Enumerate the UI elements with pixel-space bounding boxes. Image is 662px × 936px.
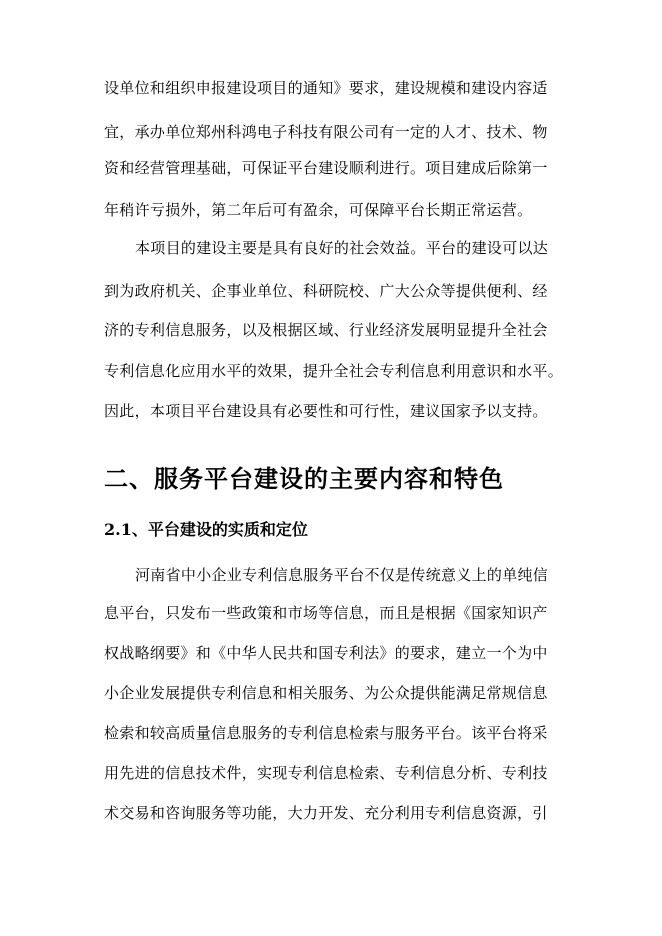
paragraph-2-line-1: 本项目的建设主要是具有良好的社会效益。平台的建设可以达: [135, 239, 549, 257]
paragraph-3-line-3: 权战略纲要》和《中华人民共和国专利法》的要求，建立一个为中: [104, 644, 548, 662]
paragraph-1-line-4: 年稍许亏损外，第二年后可有盈余，可保障平台长期正常运营。: [104, 201, 533, 219]
section-heading: 二、服务平台建设的主要内容和特色: [104, 464, 504, 493]
paragraph-1-line-1: 设单位和组织申报建设项目的通知》要求，建设规模和建设内容适: [104, 79, 548, 97]
paragraph-2-line-2: 到为政府机关、企事业单位、科研院校、广大公众等提供便利、经: [104, 282, 548, 300]
paragraph-2-line-4: 专利信息化应用水平的效果，提升全社会专利信息利用意识和水平。: [104, 362, 564, 380]
paragraph-2-line-3: 济的专利信息服务，以及根据区域、行业经济发展明显提升全社会: [104, 321, 548, 339]
paragraph-3-line-5: 检索和较高质量信息服务的专利信息检索与服务平台。该平台将采: [104, 724, 548, 742]
paragraph-1-line-2: 宜，承办单位郑州科鸿电子科技有限公司有一定的人才、技术、物: [104, 123, 548, 141]
paragraph-3-line-6: 用先进的信息技术件，实现专利信息检索、专利信息分析、专利技: [104, 764, 548, 782]
subsection-heading: 2.1、平台建设的实质和定位: [104, 520, 308, 539]
paragraph-3-line-7: 术交易和咨询服务等功能，大力开发、充分利用专利信息资源，引: [104, 804, 548, 822]
paragraph-3-line-2: 息平台，只发布一些政策和市场等信息，而且是根据《国家知识产: [104, 604, 548, 622]
paragraph-3-line-1: 河南省中小企业专利信息服务平台不仅是传统意义上的单纯信: [135, 566, 549, 584]
paragraph-1-line-3: 资和经营管理基础，可保证平台建设顺利进行。项目建成后除第一: [104, 159, 548, 177]
paragraph-2-line-5: 因此，本项目平台建设具有必要性和可行性，建议国家予以支持。: [104, 402, 548, 420]
paragraph-3-line-4: 小企业发展提供专利信息和相关服务、为公众提供能满足常规信息: [104, 684, 548, 702]
